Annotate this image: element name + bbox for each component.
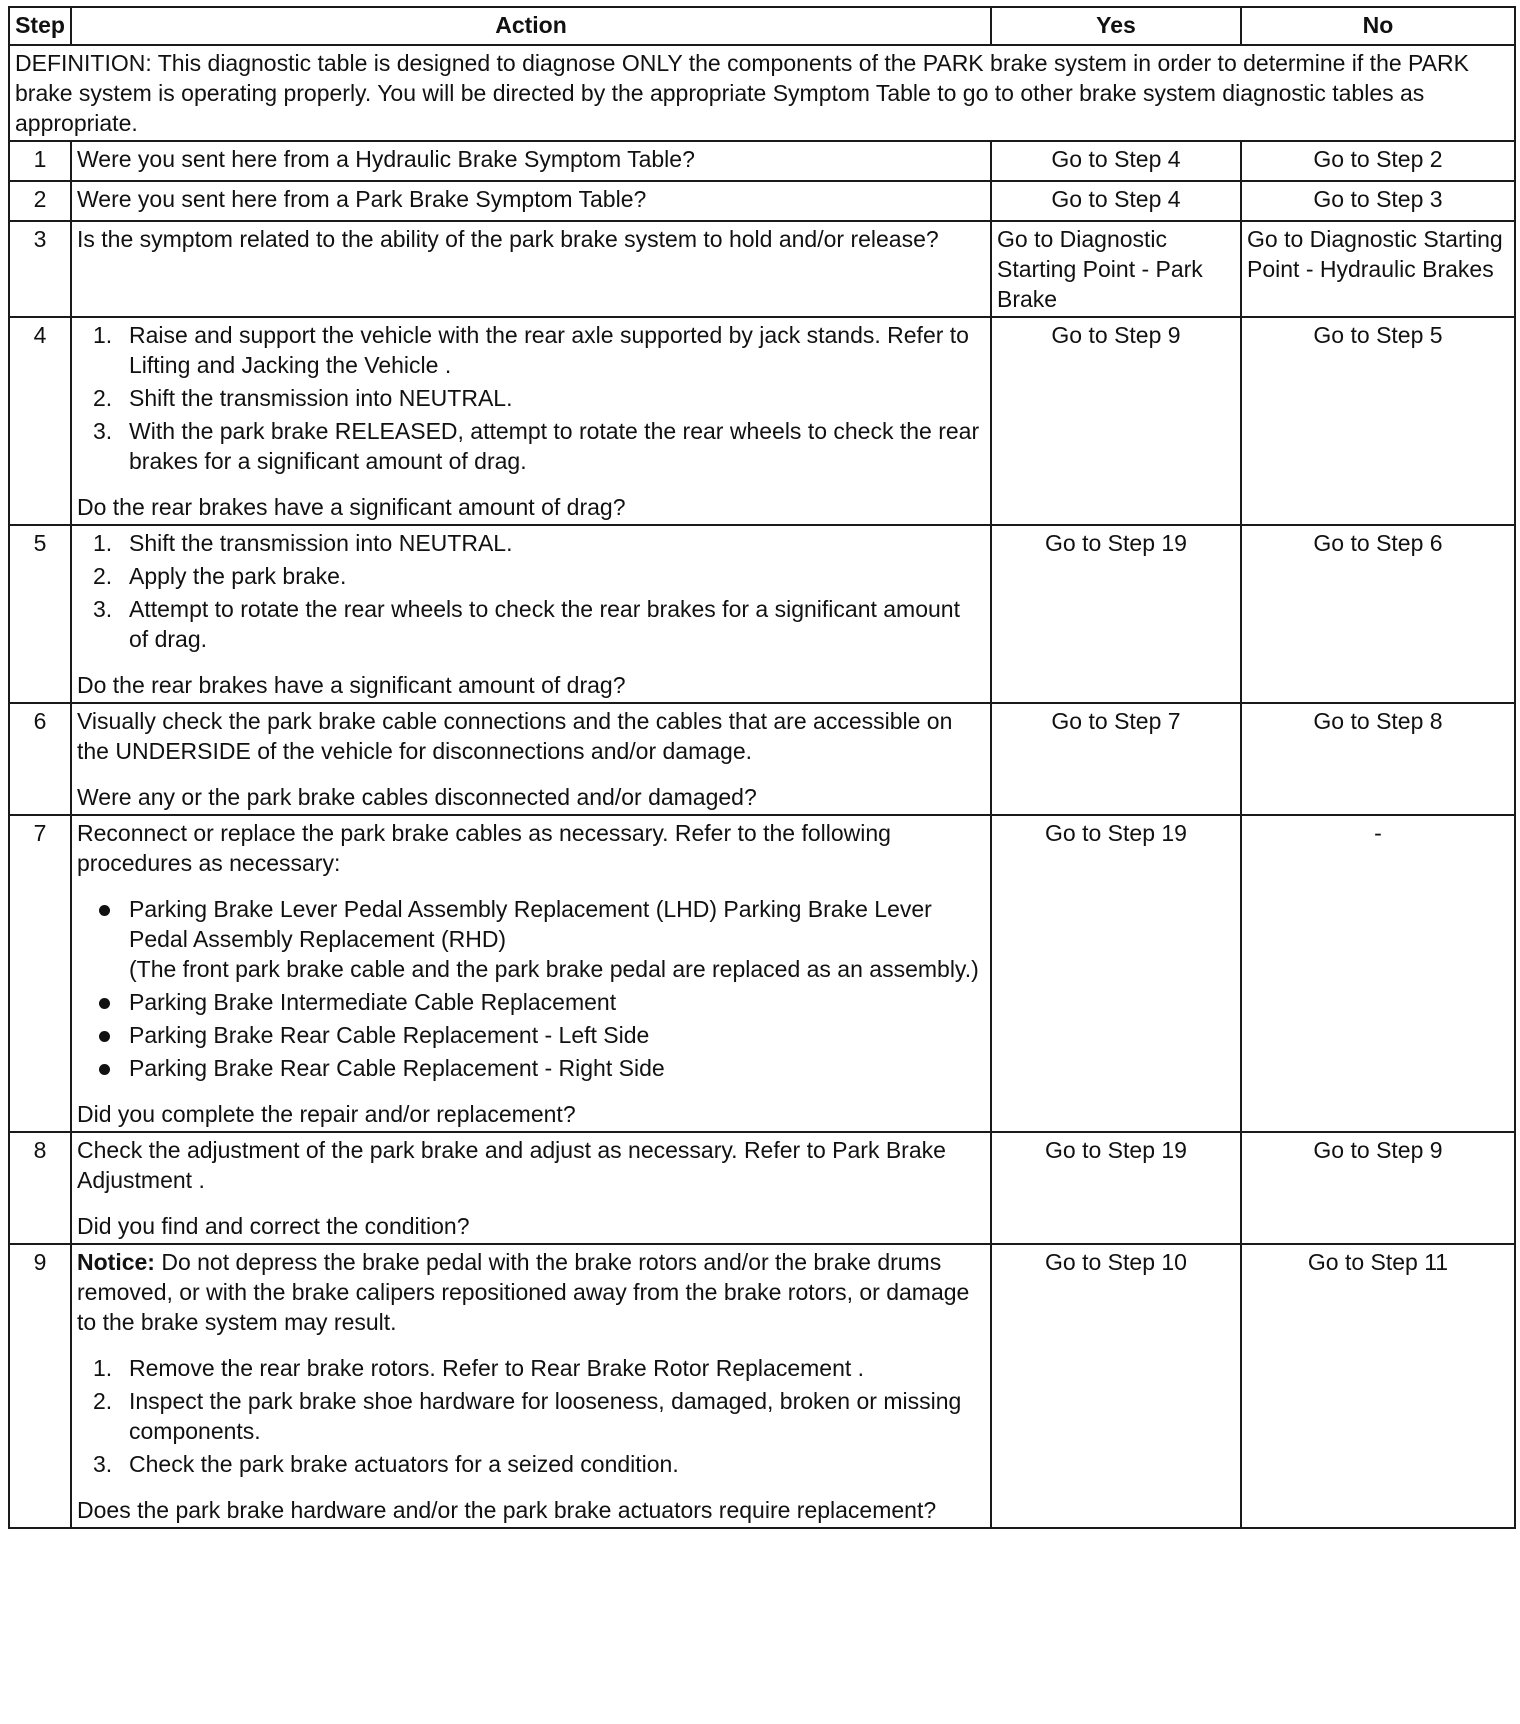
notice-text: Notice: Do not depress the brake pedal with the brake rotors and/or the brake drums removed, or with the brake calipers repositioned away from the brake rotors, or damage to the brake system may result. (77, 1249, 970, 1335)
step-number: 5 (9, 525, 71, 703)
bullet-icon (99, 998, 110, 1009)
step-number: 3 (9, 221, 71, 317)
header-yes: Yes (991, 7, 1241, 45)
definition-text: DEFINITION: This diagnostic table is designed to diagnose ONLY the components of the PARK brake system in order to determine if the PARK brake system is operating properly. You will be directed by the appropriate Symptom Table to go to other brake system diagnostic tables as appropriate. (9, 45, 1515, 141)
action-text: Reconnect or replace the park brake cables as necessary. Refer to the following procedures as necessary: (77, 820, 891, 876)
step-number: 6 (9, 703, 71, 815)
question-text: Were any or the park brake cables disconnected and/or damaged? (77, 784, 757, 810)
action-text: Visually check the park brake cable connections and the cables that are accessible on the UNDERSIDE of the vehicle for disconnections and/or damage. (77, 708, 953, 764)
list-item: 3. With the park brake RELEASED, attempt to rotate the rear wheels to check the rear brakes for a significant amount of drag. (93, 418, 980, 474)
yes-result: Go to Step 19 (991, 815, 1241, 1132)
bullet-icon (99, 905, 110, 916)
step-number: 4 (9, 317, 71, 525)
list-item: 2. Inspect the park brake shoe hardware for looseness, damaged, broken or missing components. (93, 1388, 962, 1444)
action-cell (71, 1132, 991, 1244)
list-item: Parking Brake Rear Cable Replacement - Right Side (77, 1053, 985, 1083)
bullet-list (77, 894, 985, 1083)
table-row (9, 181, 1515, 221)
notice-label: Notice: (77, 1249, 155, 1275)
no-result: - (1241, 815, 1515, 1132)
no-result: Go to Step 6 (1241, 525, 1515, 703)
yes-result: Go to Diagnostic Starting Point - Park Brake (991, 221, 1241, 317)
action-cell (71, 525, 991, 703)
header-action: Action (71, 7, 991, 45)
list-item: Parking Brake Lever Pedal Assembly Replacement (LHD) Parking Brake Lever Pedal Assembly Replacement (RHD) (The front park brake cable and the park brake pedal are replaced as an assembly.) (77, 894, 985, 984)
question-text: Do the rear brakes have a significant amount of drag? (77, 672, 626, 698)
question-text: Do the rear brakes have a significant amount of drag? (77, 494, 626, 520)
step-number: 9 (9, 1244, 71, 1528)
action-text: Check the adjustment of the park brake and adjust as necessary. Refer to Park Brake Adjustment . (77, 1137, 946, 1193)
numbered-list (77, 528, 985, 654)
step-number: 2 (9, 181, 71, 221)
no-result: Go to Step 2 (1241, 141, 1515, 181)
no-result: Go to Step 3 (1241, 181, 1515, 221)
question-text: Did you complete the repair and/or replacement? (77, 1101, 576, 1127)
yes-result: Go to Step 7 (991, 703, 1241, 815)
list-item: 3. Attempt to rotate the rear wheels to check the rear brakes for a significant amount of drag. (93, 596, 960, 652)
yes-result: Go to Step 19 (991, 525, 1241, 703)
step-number: 7 (9, 815, 71, 1132)
table-row (9, 815, 1515, 1132)
header-step: Step (9, 7, 71, 45)
action-cell (71, 815, 991, 1132)
list-item: 1. Shift the transmission into NEUTRAL. (93, 530, 513, 556)
list-item: Parking Brake Intermediate Cable Replacement (77, 987, 985, 1017)
question-text: Does the park brake hardware and/or the park brake actuators require replacement? (77, 1497, 937, 1523)
question-text: Did you find and correct the condition? (77, 1213, 470, 1239)
header-no: No (1241, 7, 1515, 45)
yes-result: Go to Step 9 (991, 317, 1241, 525)
list-item: 3. Check the park brake actuators for a seized condition. (93, 1451, 679, 1477)
bullet-icon (99, 1031, 110, 1042)
table-row (9, 317, 1515, 525)
diagnostic-table (8, 6, 1516, 1529)
header-row (9, 7, 1515, 45)
step-number: 1 (9, 141, 71, 181)
action-text: Were you sent here from a Hydraulic Brake Symptom Table? (71, 141, 991, 181)
table-row (9, 1132, 1515, 1244)
table-row (9, 221, 1515, 317)
list-item: 2. Apply the park brake. (93, 563, 347, 589)
no-result: Go to Diagnostic Starting Point - Hydraulic Brakes (1241, 221, 1515, 317)
no-result: Go to Step 5 (1241, 317, 1515, 525)
list-item: 1. Remove the rear brake rotors. Refer to Rear Brake Rotor Replacement . (93, 1355, 865, 1381)
list-item: 1. Raise and support the vehicle with the rear axle supported by jack stands. Refer to Lifting and Jacking the Vehicle . (93, 322, 969, 378)
action-cell (71, 317, 991, 525)
yes-result: Go to Step 19 (991, 1132, 1241, 1244)
no-result: Go to Step 11 (1241, 1244, 1515, 1528)
table-row (9, 703, 1515, 815)
list-item: Parking Brake Rear Cable Replacement - Left Side (77, 1020, 985, 1050)
table-row (9, 525, 1515, 703)
action-text: Were you sent here from a Park Brake Symptom Table? (71, 181, 991, 221)
numbered-list (77, 1353, 985, 1479)
yes-result: Go to Step 4 (991, 141, 1241, 181)
numbered-list (77, 320, 985, 476)
action-cell (71, 1244, 991, 1528)
list-item: 2. Shift the transmission into NEUTRAL. (93, 385, 513, 411)
table-row (9, 1244, 1515, 1528)
yes-result: Go to Step 10 (991, 1244, 1241, 1528)
yes-result: Go to Step 4 (991, 181, 1241, 221)
bullet-icon (99, 1064, 110, 1075)
table-row (9, 141, 1515, 181)
no-result: Go to Step 9 (1241, 1132, 1515, 1244)
definition-row (9, 45, 1515, 141)
action-cell (71, 703, 991, 815)
no-result: Go to Step 8 (1241, 703, 1515, 815)
action-text: Is the symptom related to the ability of the park brake system to hold and/or release? (71, 221, 991, 317)
step-number: 8 (9, 1132, 71, 1244)
